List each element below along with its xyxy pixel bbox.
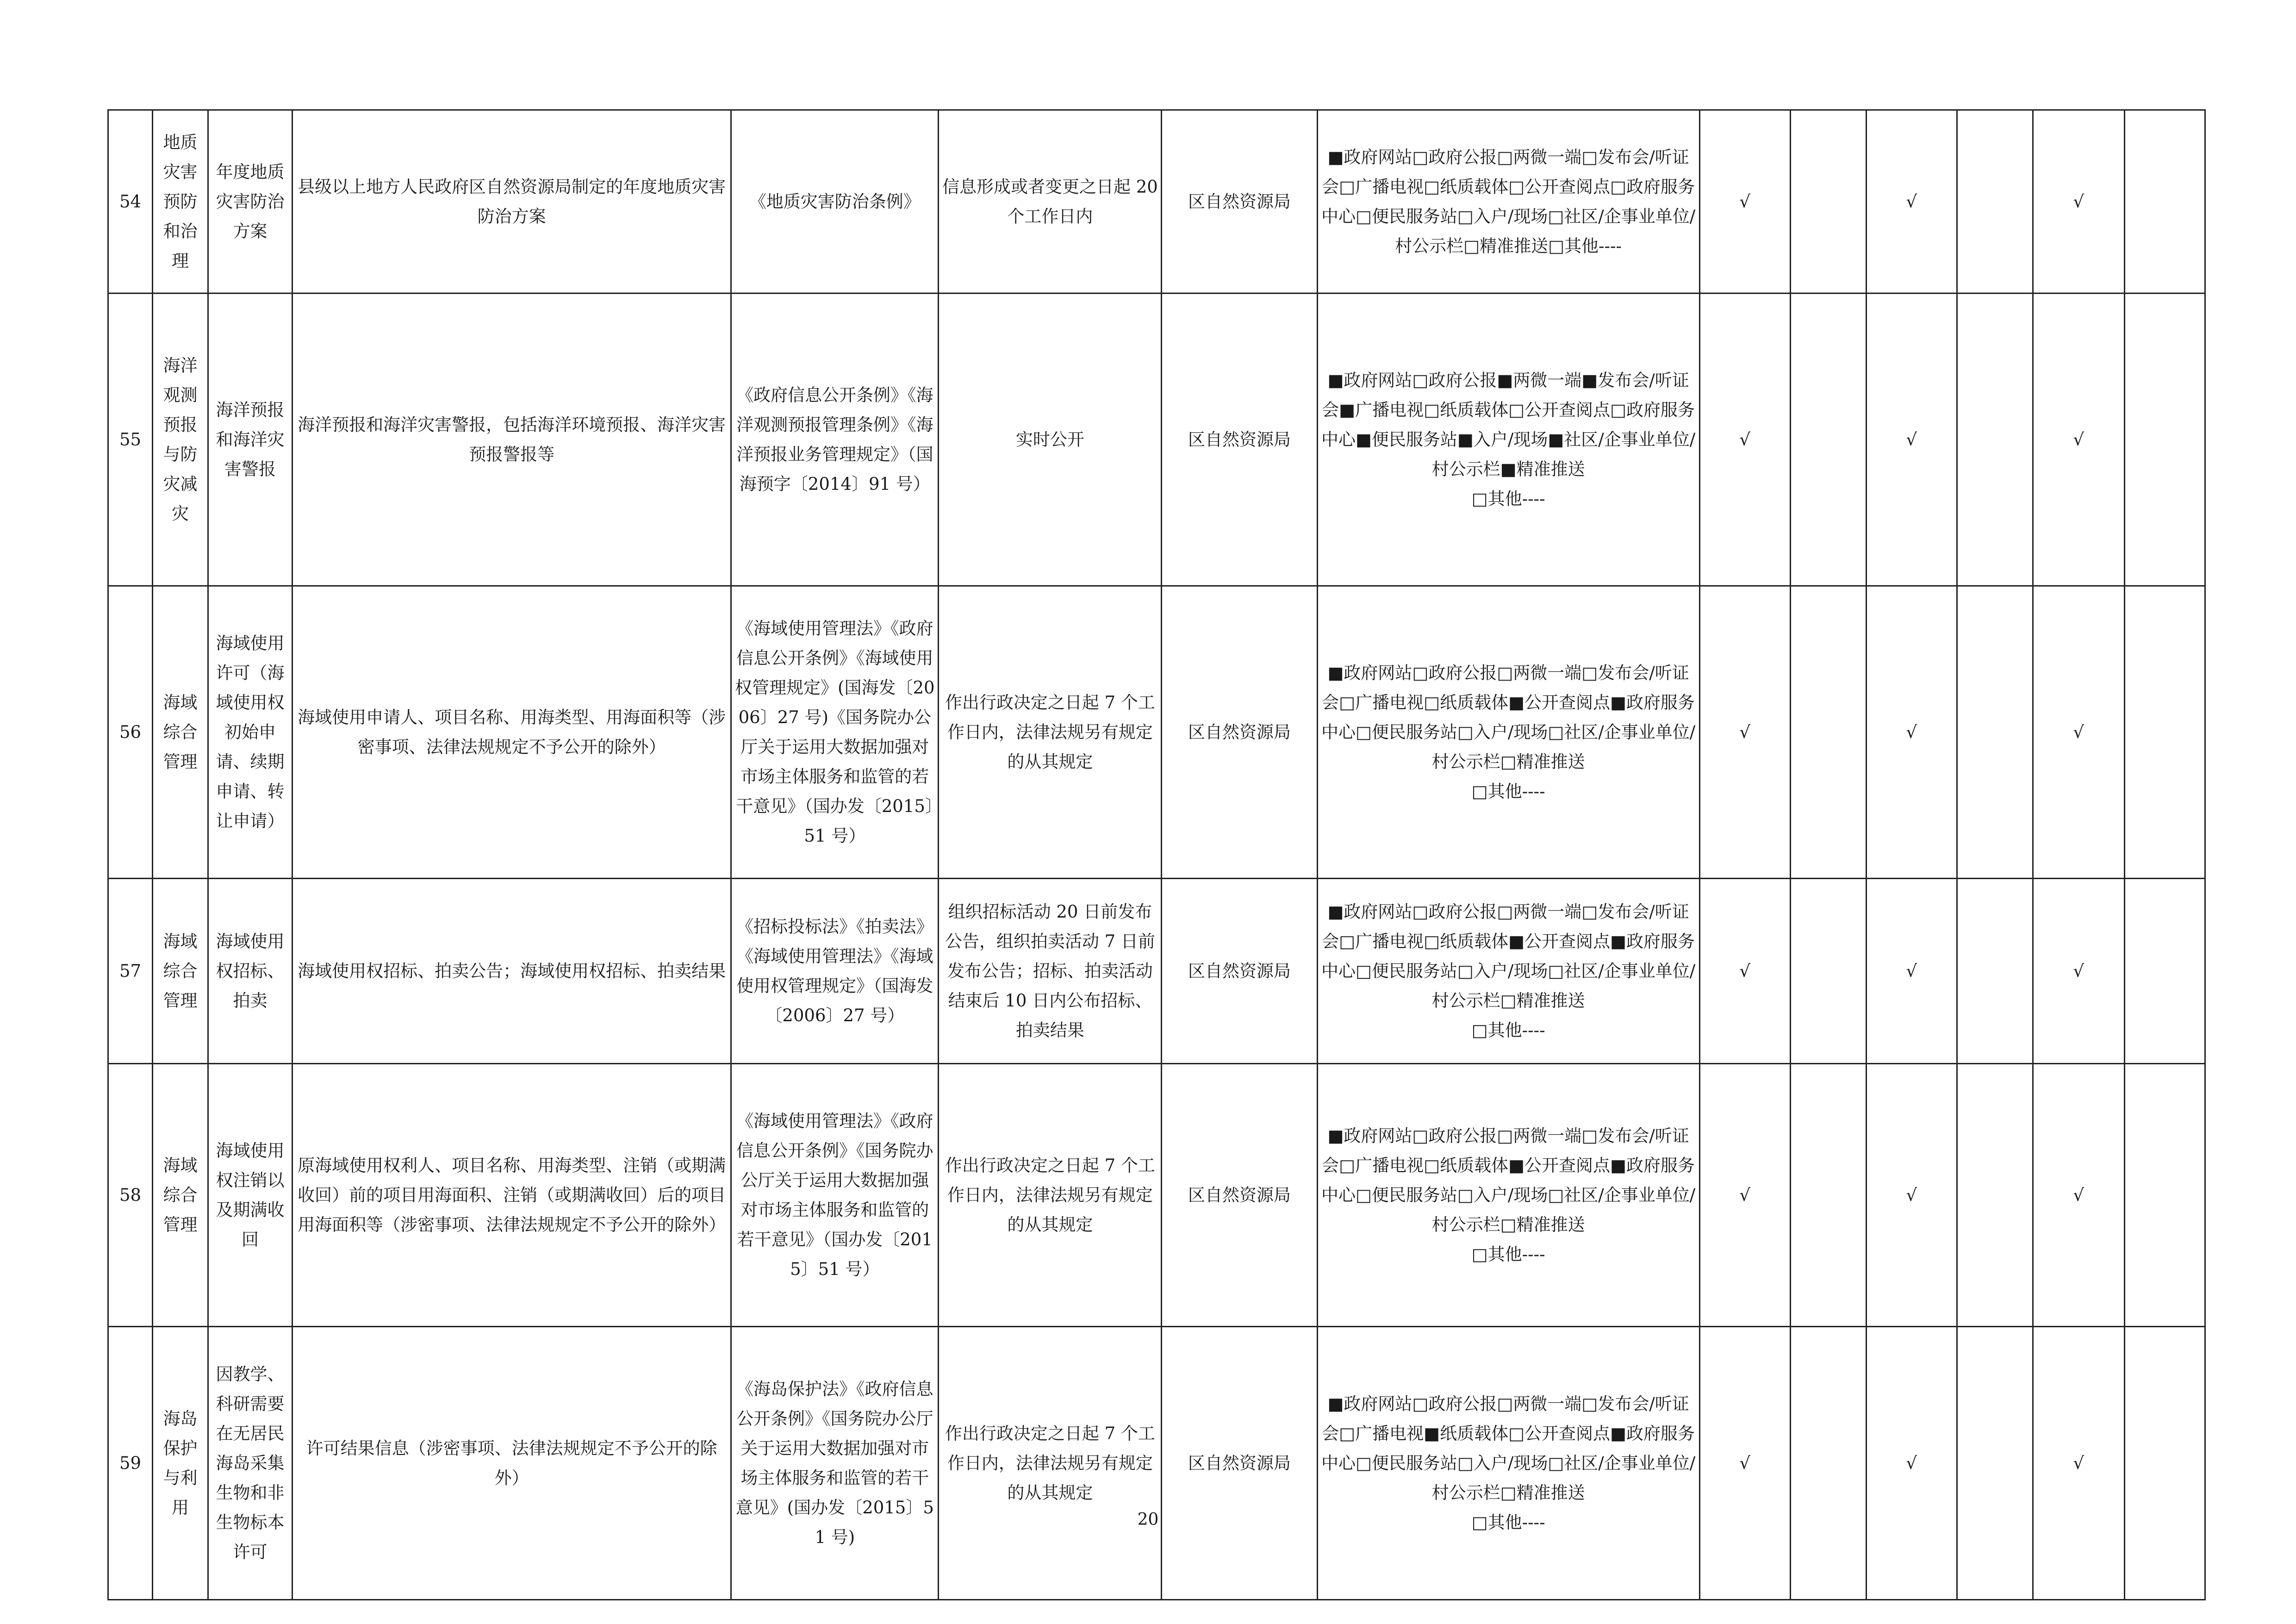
row-mark xyxy=(1790,294,1866,586)
row-number: 58 xyxy=(108,1064,153,1327)
row-mark: √ xyxy=(1866,879,1957,1064)
row-category: 海域综合管理 xyxy=(153,879,208,1064)
row-mark xyxy=(1957,110,2033,294)
row-basis: 《海域使用管理法》《政府信息公开条例》《国务院办公厅关于运用大数据加强对市场主体服务和监管的若干意见》（国办发〔2015〕51 号） xyxy=(731,1064,939,1327)
row-subject: 区自然资源局 xyxy=(1162,879,1317,1064)
row-mark xyxy=(1957,586,2033,879)
disclosure-table xyxy=(107,109,2206,1600)
row-category: 海岛保护与利用 xyxy=(153,1327,208,1600)
row-basis: 《海岛保护法》《政府信息公开条例》《国务院办公厅关于运用大数据加强对市场主体服务和监管的若干意见》(国办发〔2015〕51 号) xyxy=(731,1327,939,1600)
row-mark xyxy=(1790,586,1866,879)
row-basis: 《地质灾害防治条例》 xyxy=(731,110,939,294)
row-mark: √ xyxy=(2033,110,2124,294)
page-number: 20 xyxy=(1137,1510,1159,1529)
row-mark: √ xyxy=(2033,879,2124,1064)
row-mark: √ xyxy=(1866,1064,1957,1327)
row-subject: 区自然资源局 xyxy=(1162,110,1317,294)
row-subject: 区自然资源局 xyxy=(1162,586,1317,879)
row-category: 地质灾害预防和治理 xyxy=(153,110,208,294)
row-mark xyxy=(2124,110,2205,294)
row-mark xyxy=(2124,586,2205,879)
row-number: 55 xyxy=(108,294,153,586)
row-time-limit: 作出行政决定之日起 7 个工作日内，法律法规另有规定的从其规定 xyxy=(939,1327,1162,1600)
row-category: 海域综合管理 xyxy=(153,586,208,879)
row-mark xyxy=(1957,1064,2033,1327)
table-row xyxy=(108,586,2205,879)
row-subject: 区自然资源局 xyxy=(1162,294,1317,586)
row-content: 海域使用权招标、拍卖公告；海域使用权招标、拍卖结果 xyxy=(292,879,731,1064)
row-item: 海域使用权招标、拍卖 xyxy=(208,879,292,1064)
row-mark: √ xyxy=(2033,1327,2124,1600)
row-number: 57 xyxy=(108,879,153,1064)
row-mark xyxy=(2124,879,2205,1064)
table-row xyxy=(108,1327,2205,1600)
row-channels: ■政府网站□政府公报□两微一端□发布会/听证会□广播电视□纸质载体□公开查阅点□政府服务中心□便民服务站□入户/现场□社区/企事业单位/村公示栏□精准推送□其他---- xyxy=(1317,110,1699,294)
table-row xyxy=(108,294,2205,586)
row-content: 县级以上地方人民政府区自然资源局制定的年度地质灾害防治方案 xyxy=(292,110,731,294)
row-mark: √ xyxy=(1699,1064,1790,1327)
table-row xyxy=(108,1064,2205,1327)
row-item: 海洋预报和海洋灾害警报 xyxy=(208,294,292,586)
row-basis: 《海域使用管理法》《政府信息公开条例》《海域使用权管理规定》(国海发〔2006〕27 号)《国务院办公厅关于运用大数据加强对市场主体服务和监管的若干意见》（国办发〔2015〕51 号） xyxy=(731,586,939,879)
row-channels: ■政府网站□政府公报□两微一端□发布会/听证会□广播电视□纸质载体■公开查阅点■政府服务中心□便民服务站□入户/现场□社区/企事业单位/村公示栏□精准推送 □其他---- xyxy=(1317,586,1699,879)
row-mark: √ xyxy=(1699,1327,1790,1600)
row-mark: √ xyxy=(1699,110,1790,294)
row-subject: 区自然资源局 xyxy=(1162,1327,1317,1600)
row-item: 海域使用权注销以及期满收回 xyxy=(208,1064,292,1327)
row-number: 59 xyxy=(108,1327,153,1600)
row-mark xyxy=(2124,294,2205,586)
row-mark: √ xyxy=(1699,879,1790,1064)
row-content: 海域使用申请人、项目名称、用海类型、用海面积等（涉密事项、法律法规规定不予公开的除外） xyxy=(292,586,731,879)
row-subject: 区自然资源局 xyxy=(1162,1064,1317,1327)
row-channels: ■政府网站□政府公报■两微一端■发布会/听证会■广播电视□纸质载体□公开查阅点□政府服务中心■便民服务站■入户/现场■社区/企事业单位/村公示栏■精准推送 □其他---- xyxy=(1317,294,1699,586)
disclosure-table-page xyxy=(107,109,2206,1600)
row-content: 原海域使用权利人、项目名称、用海类型、注销（或期满收回）前的项目用海面积、注销（或期满收回）后的项目用海面积等（涉密事项、法律法规规定不予公开的除外） xyxy=(292,1064,731,1327)
row-category: 海洋观测预报与防灾减灾 xyxy=(153,294,208,586)
row-mark: √ xyxy=(1866,1327,1957,1600)
row-channels: ■政府网站□政府公报□两微一端□发布会/听证会□广播电视□纸质载体■公开查阅点■政府服务中心□便民服务站□入户/现场□社区/企事业单位/村公示栏□精准推送 □其他---- xyxy=(1317,1064,1699,1327)
row-mark: √ xyxy=(2033,586,2124,879)
row-mark xyxy=(1957,294,2033,586)
row-item: 年度地质灾害防治方案 xyxy=(208,110,292,294)
row-category: 海域综合管理 xyxy=(153,1064,208,1327)
row-content: 许可结果信息（涉密事项、法律法规规定不予公开的除外） xyxy=(292,1327,731,1600)
row-content: 海洋预报和海洋灾害警报，包括海洋环境预报、海洋灾害预报警报等 xyxy=(292,294,731,586)
row-mark xyxy=(1957,1327,2033,1600)
row-mark: √ xyxy=(1866,294,1957,586)
row-mark xyxy=(1790,1327,1866,1600)
row-mark xyxy=(1790,110,1866,294)
row-mark: √ xyxy=(1866,586,1957,879)
row-mark: √ xyxy=(2033,294,2124,586)
row-mark xyxy=(1957,879,2033,1064)
row-time-limit: 作出行政决定之日起 7 个工作日内，法律法规另有规定的从其规定 xyxy=(939,1064,1162,1327)
row-mark xyxy=(2124,1064,2205,1327)
row-basis: 《招标投标法》《拍卖法》《海域使用管理法》《海域使用权管理规定》（国海发〔2006〕27 号） xyxy=(731,879,939,1064)
row-time-limit: 作出行政决定之日起 7 个工作日内，法律法规另有规定的从其规定 xyxy=(939,586,1162,879)
row-mark: √ xyxy=(2033,1064,2124,1327)
row-item: 海域使用许可（海域使用权初始申请、续期申请、转让申请） xyxy=(208,586,292,879)
row-number: 56 xyxy=(108,586,153,879)
row-mark xyxy=(1790,879,1866,1064)
row-number: 54 xyxy=(108,110,153,294)
row-mark xyxy=(1790,1064,1866,1327)
row-time-limit: 组织招标活动 20 日前发布公告，组织拍卖活动 7 日前发布公告；招标、拍卖活动结束后 10 日内公布招标、拍卖结果 xyxy=(939,879,1162,1064)
table-row xyxy=(108,879,2205,1064)
table-row xyxy=(108,110,2205,294)
row-channels: ■政府网站□政府公报□两微一端□发布会/听证会□广播电视■纸质载体□公开查阅点■政府服务中心□便民服务站□入户/现场□社区/企事业单位/村公示栏□精准推送 □其他---- xyxy=(1317,1327,1699,1600)
row-mark: √ xyxy=(1699,294,1790,586)
row-mark: √ xyxy=(1699,586,1790,879)
row-item: 因教学、科研需要在无居民海岛采集生物和非生物标本许可 xyxy=(208,1327,292,1600)
row-mark: √ xyxy=(1866,110,1957,294)
row-channels: ■政府网站□政府公报□两微一端□发布会/听证会□广播电视□纸质载体■公开查阅点■政府服务中心□便民服务站□入户/现场□社区/企事业单位/村公示栏□精准推送 □其他---- xyxy=(1317,879,1699,1064)
row-mark xyxy=(2124,1327,2205,1600)
row-basis: 《政府信息公开条例》《海洋观测预报管理条例》《海洋预报业务管理规定》（国海预字〔2014〕91 号） xyxy=(731,294,939,586)
row-time-limit: 信息形成或者变更之日起 20 个工作日内 xyxy=(939,110,1162,294)
row-time-limit: 实时公开 xyxy=(939,294,1162,586)
